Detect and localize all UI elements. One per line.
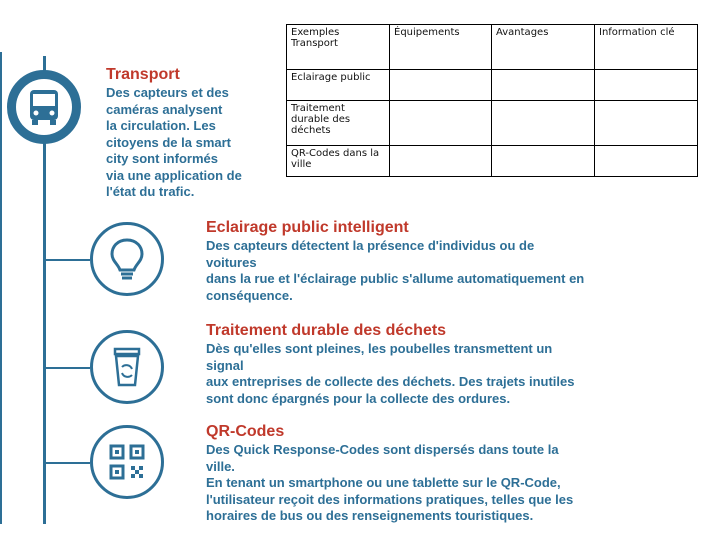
branch-line — [46, 462, 90, 464]
table-cell[interactable] — [492, 70, 595, 101]
branch-line — [46, 259, 90, 261]
table-cell: Traitement durable des déchets — [287, 101, 390, 146]
lighting-title: Eclairage public intelligent — [206, 219, 409, 236]
lighting-text — [206, 238, 586, 304]
transport-line: city sont informés — [106, 151, 218, 166]
qr-line: En tenant un smartphone ou une tablette sur le QR-Code, — [206, 475, 561, 490]
transport-line: l'état du trafic. — [106, 184, 195, 199]
edge-line — [0, 52, 2, 524]
transport-text — [106, 85, 248, 201]
waste-line: aux entreprises de collecte des déchets. Des trajets inutiles — [206, 374, 575, 389]
table-cell[interactable] — [595, 70, 698, 101]
table-row — [287, 70, 698, 101]
waste-text — [206, 341, 586, 407]
table-cell: QR-Codes dans la ville — [287, 146, 390, 177]
waste-line: sont donc épargnés pour la collecte des ordures. — [206, 390, 511, 406]
qr-text — [206, 442, 586, 525]
branch-line — [46, 367, 90, 369]
table-cell[interactable] — [595, 101, 698, 146]
lighting-line: conséquence. — [206, 287, 293, 303]
qr-title: QR-Codes — [206, 423, 285, 440]
table-cell[interactable] — [492, 101, 595, 146]
header-key-info: Information clé — [595, 25, 698, 70]
table-cell: Eclairage public — [287, 70, 390, 101]
header-advantages: Avantages — [492, 25, 595, 70]
transport-line: la circulation. Les — [106, 118, 216, 133]
table-cell[interactable] — [595, 146, 698, 177]
table-cell[interactable] — [390, 146, 492, 177]
waste-line: Dès qu'elles sont pleines, les poubelles transmettent un signal — [206, 341, 553, 373]
table-cell[interactable] — [390, 101, 492, 146]
table-cell[interactable] — [390, 70, 492, 101]
lightbulb-icon — [90, 222, 164, 296]
lighting-line: dans la rue et l'éclairage public s'allume automatiquement en — [206, 271, 585, 286]
worksheet-table — [286, 24, 698, 177]
table-row — [287, 101, 698, 146]
qr-line: horaires de bus ou des renseignements touristiques. — [206, 508, 534, 523]
header-examples: Exemples Transport — [287, 25, 390, 70]
transport-line: via une application de — [106, 167, 242, 183]
bus-icon — [7, 70, 81, 144]
header-equipment: Équipements — [390, 25, 492, 70]
lighting-line: Des capteurs détectent la présence d'individus ou de voitures — [206, 238, 535, 270]
table-header-row — [287, 25, 698, 70]
table-cell[interactable] — [492, 146, 595, 177]
table-row — [287, 146, 698, 177]
transport-line: caméras analysent — [106, 101, 223, 117]
waste-title: Traitement durable des déchets — [206, 322, 447, 339]
qr-line: Des Quick Response-Codes sont dispersés dans toute la ville. — [206, 442, 559, 474]
qr-code-icon — [90, 425, 164, 499]
qr-line: l'utilisateur reçoit des informations pratiques, telles que les — [206, 491, 574, 507]
transport-title: Transport — [106, 66, 180, 83]
recycle-bin-icon — [90, 330, 164, 404]
transport-line: citoyens de la smart — [106, 134, 231, 150]
transport-line: Des capteurs et des — [106, 85, 229, 100]
